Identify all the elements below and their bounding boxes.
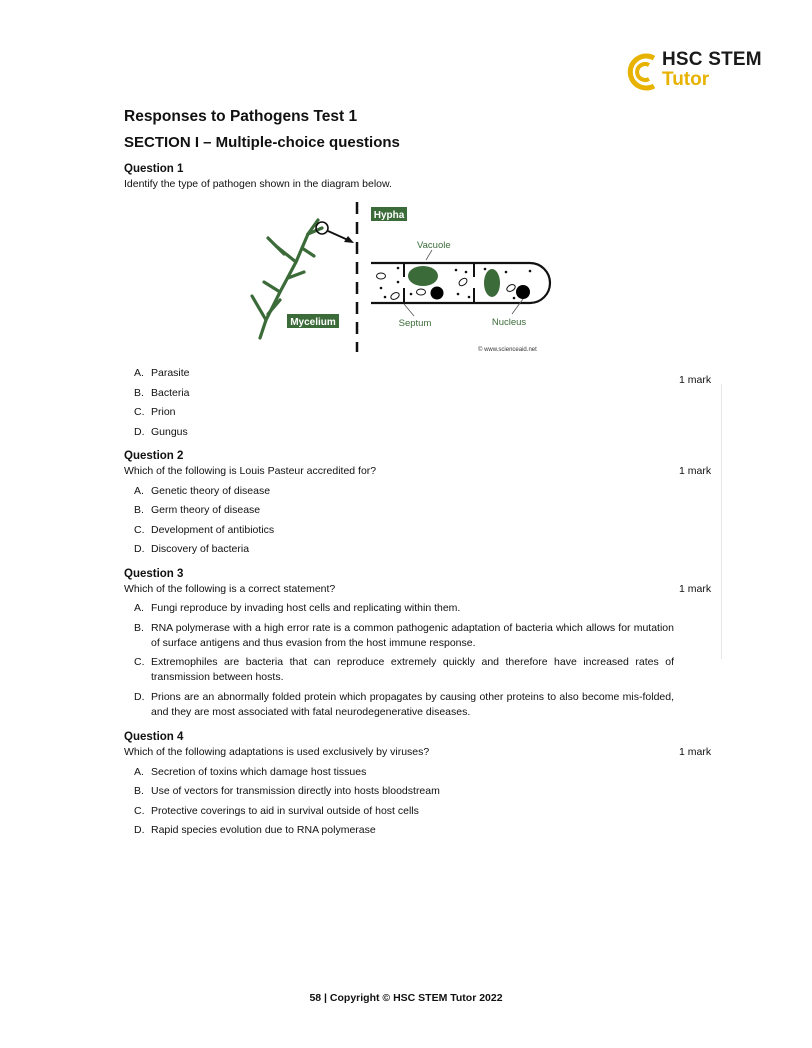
nucleus-label: Nucleus	[491, 317, 527, 328]
option-text: Rapid species evolution due to RNA polymerase	[151, 824, 376, 836]
question-2-stem: Which of the following is Louis Pasteur accredited for?	[124, 465, 377, 477]
option-letter: A.	[134, 766, 144, 778]
option-text: RNA polymerase with a high error rate is a common pathogenic adaptation of bacteria which allows for mutation of surface antigens and thus evasion from the host immune response.	[151, 622, 674, 649]
fungus-diagram	[244, 198, 554, 360]
option-text: Development of antibiotics	[151, 524, 275, 536]
option-letter: C.	[134, 406, 145, 418]
vacuole	[408, 266, 438, 286]
question-1-stem: Identify the type of pathogen shown in the diagram below.	[124, 178, 392, 190]
option-text: Genetic theory of disease	[151, 485, 271, 497]
option-text: Use of vectors for transmission directly into hosts bloodstream	[151, 785, 440, 797]
septum-label: Septum	[398, 318, 432, 329]
mycelium-label: Mycelium	[290, 317, 336, 328]
question-4-option-c[interactable]	[134, 804, 674, 819]
option-letter: C.	[134, 524, 145, 536]
option-text: Gungus	[151, 426, 188, 438]
question-1-option-b[interactable]	[134, 386, 674, 401]
option-text: Bacteria	[151, 387, 190, 399]
question-4-marks: 1 mark	[679, 746, 712, 758]
question-3-label: Question 3	[124, 568, 184, 580]
document-title: Responses to Pathogens Test 1	[124, 108, 358, 125]
septum-pointer	[404, 304, 414, 316]
question-3-option-c[interactable]	[134, 655, 674, 685]
question-1-option-c[interactable]	[134, 405, 674, 420]
logo-mark-icon	[624, 52, 660, 92]
question-4-option-d[interactable]	[134, 823, 674, 838]
option-letter: D.	[134, 426, 145, 438]
option-letter: D.	[134, 543, 145, 555]
option-text: Fungi reproduce by invading host cells and replicating within them.	[151, 602, 461, 614]
footer-separator: |	[324, 992, 327, 1004]
vacuole	[484, 269, 500, 297]
option-letter: A.	[134, 485, 144, 497]
question-2-option-a[interactable]	[134, 484, 674, 499]
nucleus-pointer	[512, 299, 523, 314]
question-1-option-a[interactable]	[134, 366, 674, 381]
hypha-label: Hypha	[373, 210, 405, 221]
option-letter: B.	[134, 785, 144, 797]
option-text: Protective coverings to aid in survival outside of host cells	[151, 805, 419, 817]
question-1-marks: 1 mark	[679, 374, 712, 386]
logo-text-secondary: Tutor	[662, 69, 710, 90]
image-credit: © www.scienceaid.net	[478, 347, 537, 353]
option-text: Discovery of bacteria	[151, 543, 250, 555]
option-letter: B.	[134, 622, 144, 634]
option-letter: D.	[134, 691, 145, 703]
cytoplasm-granules	[380, 267, 532, 300]
option-letter: B.	[134, 387, 144, 399]
section-title: SECTION I – Multiple-choice questions	[124, 134, 400, 151]
question-4-stem: Which of the following adaptations is used exclusively by viruses?	[124, 746, 430, 758]
question-3-marks: 1 mark	[679, 583, 712, 595]
question-2-option-c[interactable]	[134, 523, 674, 538]
option-letter: B.	[134, 504, 144, 516]
question-1-label: Question 1	[124, 163, 184, 175]
option-text: Germ theory of disease	[151, 504, 261, 516]
nucleus	[516, 285, 530, 299]
question-3-option-d[interactable]	[134, 690, 674, 720]
question-4-label: Question 4	[124, 731, 184, 743]
option-text: Prion	[151, 406, 176, 418]
question-3-stem: Which of the following is a correct statement?	[124, 583, 336, 595]
option-letter: D.	[134, 824, 145, 836]
option-text: Prions are an abnormally folded protein which propagates by causing other proteins to also become mis-folded, and they are most associated with fatal neurodegenerative diseases.	[151, 691, 674, 718]
page-number: 58	[309, 992, 322, 1004]
vacuole-label: Vacuole	[417, 240, 451, 251]
question-2-option-b[interactable]	[134, 503, 674, 518]
option-text: Secretion of toxins which damage host tissues	[151, 766, 367, 778]
question-2-label: Question 2	[124, 450, 184, 462]
option-letter: A.	[134, 602, 144, 614]
question-3-option-a[interactable]	[134, 601, 674, 616]
zoom-arrow	[328, 231, 348, 240]
question-2-marks: 1 mark	[679, 465, 712, 477]
option-text: Parasite	[151, 367, 190, 379]
margin-rule	[721, 384, 722, 659]
question-4-option-a[interactable]	[134, 765, 674, 780]
option-letter: C.	[134, 656, 145, 668]
option-letter: A.	[134, 367, 144, 379]
page-footer	[0, 992, 812, 1004]
vacuole-pointer	[426, 250, 432, 260]
option-text: Extremophiles are bacteria that can reproduce extremely quickly and therefore have increased rates of transmission between hosts.	[151, 656, 674, 683]
copyright-notice: Copyright © HSC STEM Tutor 2022	[329, 992, 503, 1004]
question-2-option-d[interactable]	[134, 542, 674, 557]
option-letter: C.	[134, 805, 145, 817]
logo-text-primary: HSC STEM	[662, 49, 762, 70]
question-3-option-b[interactable]	[134, 621, 674, 651]
brand-logo	[624, 50, 774, 94]
nucleus	[431, 287, 444, 300]
question-1-option-d[interactable]	[134, 425, 674, 440]
question-4-option-b[interactable]	[134, 784, 674, 799]
